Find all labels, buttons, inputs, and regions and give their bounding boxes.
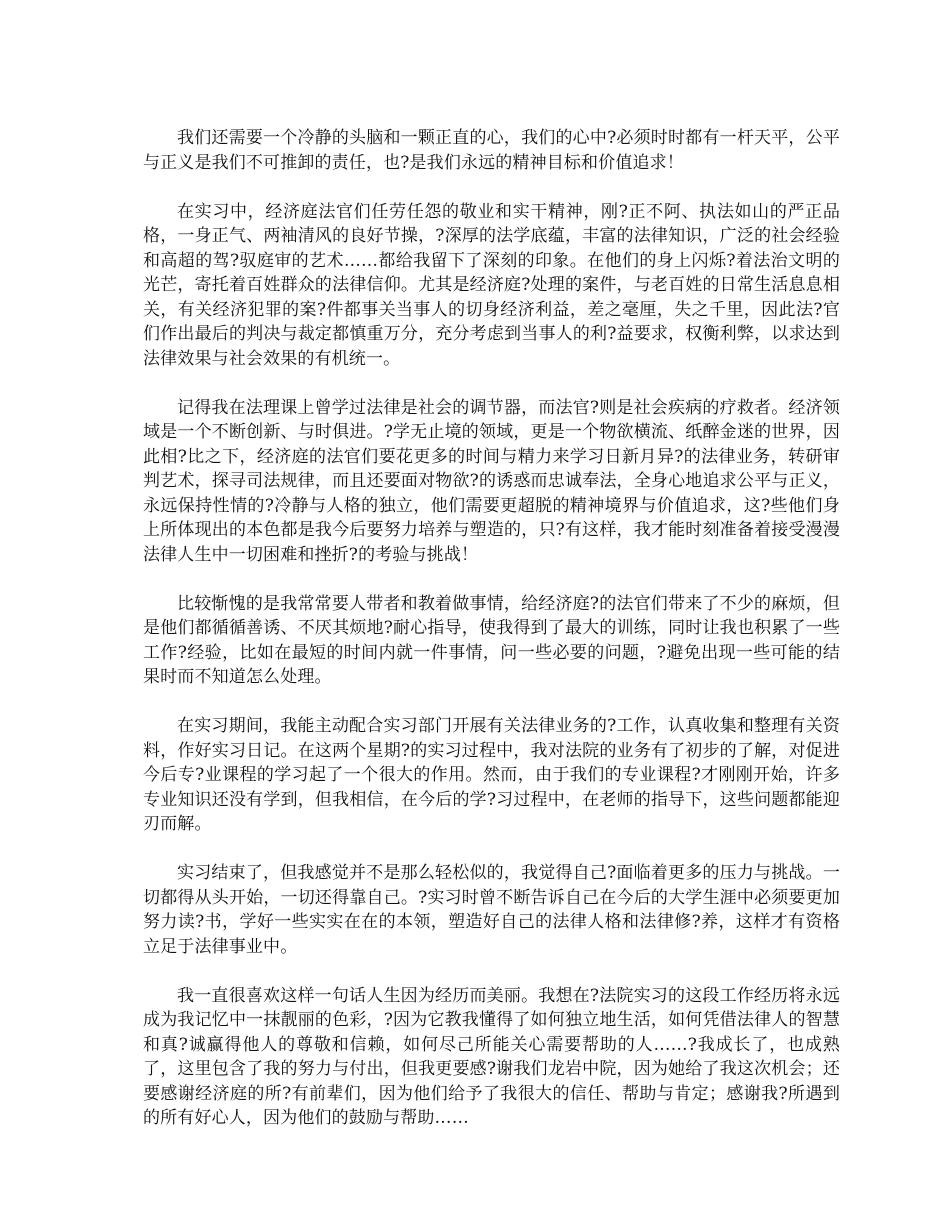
- paragraph-5: 在实习期间，我能主动配合实习部门开展有关法律业务的?工作，认真收集和整理有关资料，作好实习日记。在这两个星期?的实习过程中，我对法院的业务有了初步的了解，对促进今后专?业课程的学习起了一个很大的作用。然而，由于我们的专业课程?才刚刚开始，许多专业知识还没有学到，但我相信，在今后的学?习过程中，在老师的指导下，这些问题都能迎刃而解。: [143, 716, 840, 834]
- paragraph-2: 在实习中，经济庭法官们任劳任怨的敬业和实干精神，刚?正不阿、执法如山的严正品格，一身正气、两袖清风的良好节操，?深厚的法学底蕴，丰富的法律知识，广泛的社会经验和高超的驾?驭庭审的艺术……都给我留下了深刻的印象。在他们的身上闪烁?着法治文明的光芒，寄托着百姓群众的法律信仰。尤其是经济庭?处理的案件，与老百姓的日常生活息息相关，有关经济犯罪的案?件都事关当事人的切身经济利益，差之毫厘，失之千里，因此法?官们作出最后的判决与裁定都慎重万分，充分考虑到当事人的利?益要求，权衡利弊，以求达到法律效果与社会效果的有机统一。: [143, 201, 840, 369]
- document-body: [143, 126, 840, 1131]
- paragraph-3: 记得我在法理课上曾学过法律是社会的调节器，而法官?则是社会疾病的疗救者。经济领域是一个不断创新、与时俱进。?学无止境的领域，更是一个物欲横流、纸醉金迷的世界，因此相?比之下，经济庭的法官们要花更多的时间与精力来学习日新月异?的法律业务，转研审判艺术，探寻司法规律，而且还要面对物欲?的诱惑而忠诚奉法，全身心地追求公平与正义，永远保持性情的?冷静与人格的独立，他们需要更超脱的精神境界与价值追求，这?些他们身上所体现出的本色都是我今后要努力培养与塑造的，只?有这样，我才能时刻准备着接受漫漫法律人生中一切困难和挫折?的考验与挑战！: [143, 397, 840, 565]
- paragraph-1: 我们还需要一个冷静的头脑和一颗正直的心，我们的心中?必须时时都有一杆天平，公平与正义是我们不可推卸的责任，也?是我们永远的精神目标和价值追求！: [143, 128, 840, 173]
- paragraph-6: 实习结束了，但我感觉并不是那么轻松似的，我觉得自己?面临着更多的压力与挑战。一切都得从头开始，一切还得靠自己。?实习时曾不断告诉自己在今后的大学生涯中必须要更加努力读?书，学好一些实实在在的本领，塑造好自己的法律人格和法律修?养，这样才有资格立足于法律事业中。: [143, 863, 840, 957]
- paragraph-7: 我一直很喜欢这样一句话人生因为经历而美丽。我想在?法院实习的这段工作经历将永远成为我记忆中一抹靓丽的色彩，?因为它教我懂得了如何独立地生活，如何凭借法律人的智慧和真?诚赢得他人的尊敬和信赖，如何尽己所能关心需要帮助的人……?我成长了，也成熟了，这里包含了我的努力与付出，但我更要感?谢我们龙岩中院，因为她给了我这次机会；还要感谢经济庭的所?有前辈们，因为他们给予了我很大的信任、帮助与肯定；感谢我?所遇到的所有好心人，因为他们的鼓励与帮助……: [143, 985, 840, 1128]
- paragraph-4: 比较惭愧的是我常常要人带者和教着做事情，给经济庭?的法官们带来了不少的麻烦，但是他们都循循善诱、不厌其烦地?耐心指导，使我得到了最大的训练，同时让我也积累了一些工作?经验，比如在最短的时间内就一件事情，问一些必要的问题，?避免出现一些可能的结果时而不知道怎么处理。: [143, 593, 840, 687]
